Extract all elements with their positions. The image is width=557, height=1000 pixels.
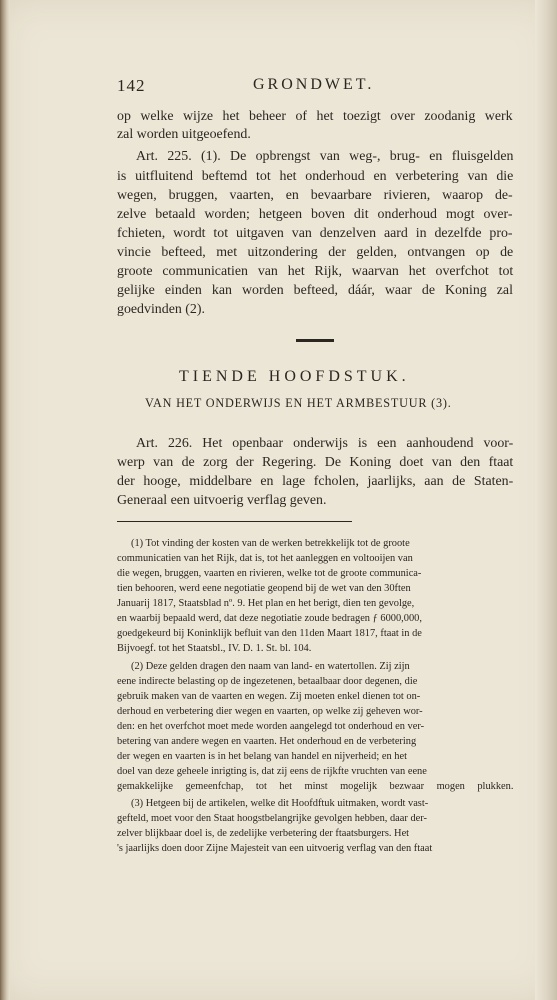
body-line: fchieten, wordt tot uitgaven van denzelven aard in dezelfde pro- <box>117 226 513 241</box>
footnote-line: gebruik maken van de vaarten en wegen. Zij moeten enkel dienen tot on- <box>117 691 421 702</box>
footnote-line: (2) Deze gelden dragen den naam van land- en watertollen. Zij zijn <box>131 661 410 672</box>
footnote-line: den: en het overfchot moet mede worden aangelegd tot onderhoud en ver- <box>117 721 425 732</box>
body-line: gelijke einden kan worden befteed, dáár, waar de Koning zal <box>117 283 513 298</box>
chapter-line: Generaal een uitvoerig verflag geven. <box>117 493 327 508</box>
footnote-line: gefteld, moet voor den Staat hoogstbelangrijke gevolgen hebben, daar der- <box>117 813 427 824</box>
body-line: zelve betaald worden; hetgeen boven dit onderhoud mogt over- <box>117 207 513 222</box>
body-line: goedvinden (2). <box>117 302 205 317</box>
body-line: groote communicatien van het Rijk, waarvan het overfchot tot <box>117 264 514 279</box>
chapter-line: Art. 226. Het openbaar onderwijs is een aanhoudend voor- <box>136 436 514 451</box>
body-line: is uitfluitend beftemd tot het onderhoud en verbetering van die <box>117 169 514 184</box>
footnote-line: die wegen, bruggen, vaarten en rivieren, welke tot de groote communica- <box>117 568 422 579</box>
footnote-line: betering van andere wegen en vaarten. Het onderhoud en de verbetering <box>117 736 417 747</box>
footnote-separator <box>117 521 352 522</box>
footnote-line: Bijvoegf. tot het Staatsbl., IV. D. 1. St. bl. 104. <box>117 643 312 654</box>
footnote-line: gemakkelijke gemeenfchap, tot het minst mogelijk bezwaar mogen plukken. <box>117 781 514 792</box>
body-line: Art. 225. (1). De opbrengst van weg-, brug- en fluisgelden <box>136 149 514 164</box>
footnote-line: der wegen en vaarten is in het belang van handel en nijverheid; en het <box>117 751 407 762</box>
footnote-line: eene indirecte belasting op de ingezetenen, betaalbaar door degenen, die <box>117 676 418 687</box>
chapter-line: werp van de zorg der Regering. De Koning doet van den ftaat <box>117 455 514 470</box>
running-title: GRONDWET. <box>253 76 375 93</box>
footnote-line: derhoud en verbetering dier wegen en vaarten, op welke zij geheven wor- <box>117 706 423 717</box>
footnote-line: 's jaarlijks doen door Zijne Majesteit van een uitvoerig verflag van den ftaat <box>117 843 433 854</box>
page-number: 142 <box>117 76 146 95</box>
footnote-line: en waarbij bepaald werd, dat deze negotiatie zoude bedragen ƒ 6000,000, <box>117 613 422 624</box>
body-line: op welke wijze het beheer of het toezigt over zoodanig werk <box>117 109 513 124</box>
footnote-line: goedgekeurd bij Koninklijk befluit van den 11den Maart 1817, ftaat in de <box>117 628 422 639</box>
footnote-line: (1) Tot vinding der kosten van de werken betrekkelijk tot de groote <box>131 538 410 549</box>
footnote-line: zelver blijkbaar doel is, de zedelijke verbetering der ftaatsburgers. Het <box>117 828 410 839</box>
book-gutter-shadow <box>0 0 10 1000</box>
footnote-line: Januarij 1817, Staatsblad nº. 9. Het plan en het berigt, dien ten gevolge, <box>117 598 415 609</box>
page-header <box>117 76 513 98</box>
footnote-line: doel van deze geheele inrigting is, dat zij eens de rijkfte vruchten van eene <box>117 766 427 777</box>
footnote-line: tien behooren, werd eene negotiatie geopend bij de wet van den 30ften <box>117 583 411 594</box>
chapter-subtitle: VAN HET ONDERWIJS EN HET ARMBESTUUR (3). <box>145 396 452 410</box>
chapter-title: TIENDE HOOFDSTUK. <box>179 368 410 385</box>
body-line: zal worden uitgeoefend. <box>117 127 251 142</box>
page-edge-shadow <box>535 0 557 1000</box>
chapter-divider-rule <box>296 339 334 342</box>
footnote-line: communicatien van het Rijk, dat is, tot het aanleggen en voltooijen van <box>117 553 413 564</box>
chapter-line: der hooge, middelbare en lage fcholen, jaarlijks, aan de Staten- <box>117 474 514 489</box>
body-line: vincie befteed, met uitzondering der gelden, ontvangen op de <box>117 245 514 260</box>
footnote-line: (3) Hetgeen bij de artikelen, welke dit Hoofdftuk uitmaken, wordt vast- <box>131 798 429 809</box>
body-line: wegen, bruggen, vaarten, en bevaarbare rivieren, waarop de- <box>117 188 513 203</box>
